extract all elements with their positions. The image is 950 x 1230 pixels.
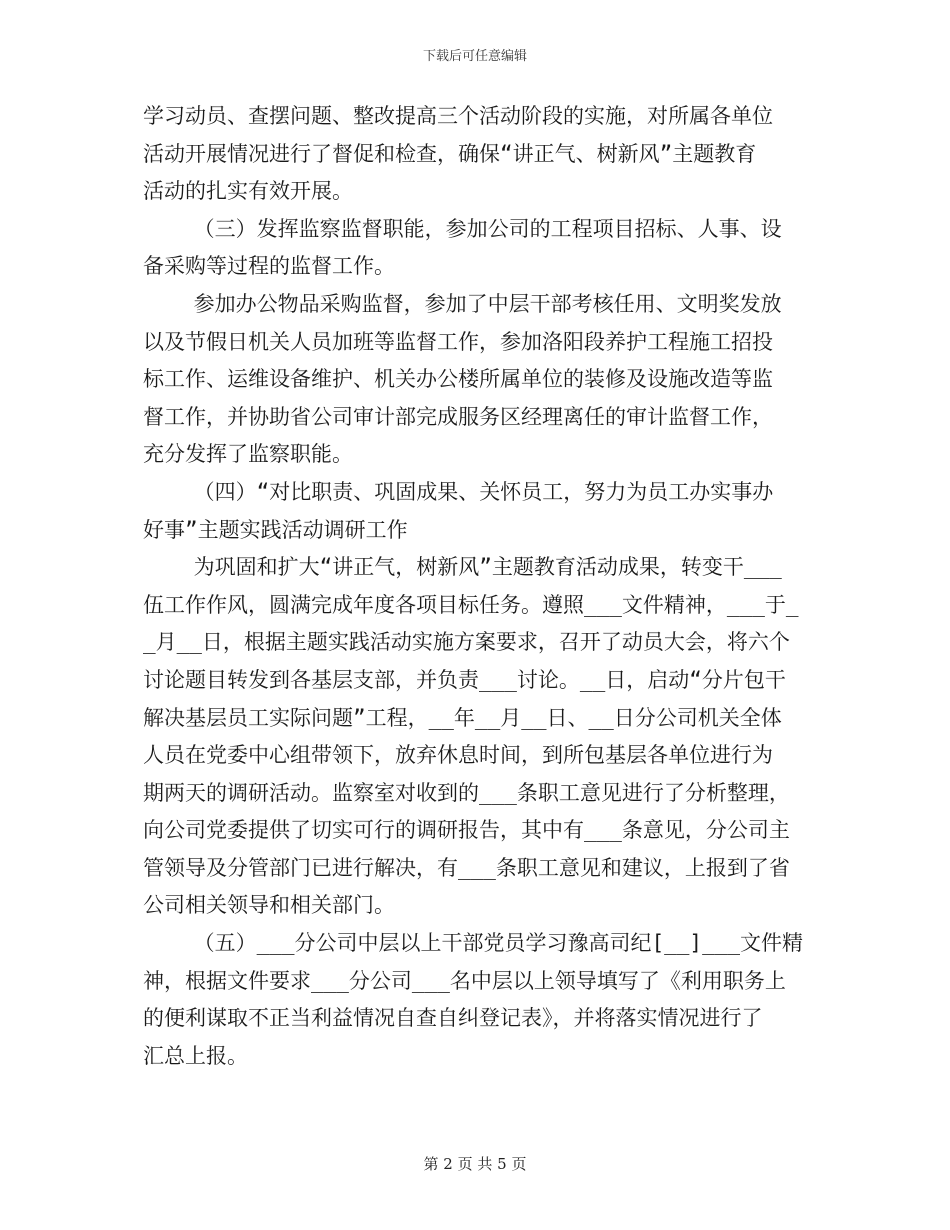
body-line: 汇总上报。 bbox=[143, 1043, 248, 1068]
body-line: _月__日，根据主题实践活动实施方案要求，召开了动员大会，将六个 bbox=[143, 630, 790, 655]
body-line: 向公司党委提供了切实可行的调研报告，其中有___条意见，分公司主 bbox=[143, 818, 790, 843]
body-line: 活动的扎实有效开展。 bbox=[143, 179, 353, 204]
document-body bbox=[143, 98, 805, 1075]
body-line: 备采购等过程的监督工作。 bbox=[143, 254, 395, 279]
body-line: 参加办公物品采购监督，参加了中层干部考核任用、文明奖发放 bbox=[143, 291, 782, 316]
body-line: 公司相关领导和相关部门。 bbox=[143, 893, 395, 918]
body-line: （三）发挥监察监督职能，参加公司的工程项目招标、人事、设 bbox=[143, 216, 782, 241]
body-line: 充分发挥了监察职能。 bbox=[143, 442, 353, 467]
body-line: 期两天的调研活动。监察室对收到的___条职工意见进行了分析整理， bbox=[143, 780, 790, 805]
body-line: 好事”主题实践活动调研工作 bbox=[143, 517, 408, 542]
body-line: 学习动员、查摆问题、整改提高三个活动阶段的实施，对所属各单位 bbox=[143, 104, 773, 128]
body-line: 活动开展情况进行了督促和检查，确保“讲正气、树新风”主题教育 bbox=[143, 141, 757, 166]
body-line: 管领导及分管部门已进行解决，有___条职工意见和建议，上报到了省 bbox=[143, 855, 790, 880]
body-line: 为巩固和扩大“讲正气，树新风”主题教育活动成果，转变干___ bbox=[143, 555, 782, 580]
body-line: 讨论题目转发到各基层支部，并负责___讨论。__日，启动“分片包干 bbox=[143, 667, 786, 692]
body-line: 督工作，并协助省公司审计部完成服务区经理离任的审计监督工作， bbox=[143, 404, 773, 429]
page-header: 下载后可任意编辑 bbox=[422, 49, 527, 64]
body-line: 以及节假日机关人员加班等监督工作，参加洛阳段养护工程施工招投 bbox=[143, 329, 773, 354]
body-line: （四）“对比职责、巩固成果、关怀员工，努力为员工办实事办 bbox=[143, 479, 774, 504]
body-line: 人员在党委中心组带领下，放弃休息时间，到所包基层各单位进行为 bbox=[143, 743, 773, 768]
body-line: （五）___分公司中层以上干部党员学习豫高司纪[__]___文件精 bbox=[143, 931, 804, 956]
body-line: 伍工作作风，圆满完成年度各项目标任务。遵照___文件精神，___于_ bbox=[143, 592, 799, 617]
body-line: 的便利谋取不正当利益情况自查自纠登记表》，并将落实情况进行了 bbox=[143, 1006, 763, 1031]
body-line: 解决基层员工实际问题”工程，__年__月__日、__日分公司机关全体 bbox=[143, 705, 782, 730]
body-line: 标工作、运维设备维护、机关办公楼所属单位的装修及设施改造等监 bbox=[143, 367, 773, 392]
body-line: 神，根据文件要求___分公司___名中层以上领导填写了《利用职务上 bbox=[143, 968, 786, 993]
page-footer: 第 2 页 共 5 页 bbox=[423, 1155, 527, 1173]
